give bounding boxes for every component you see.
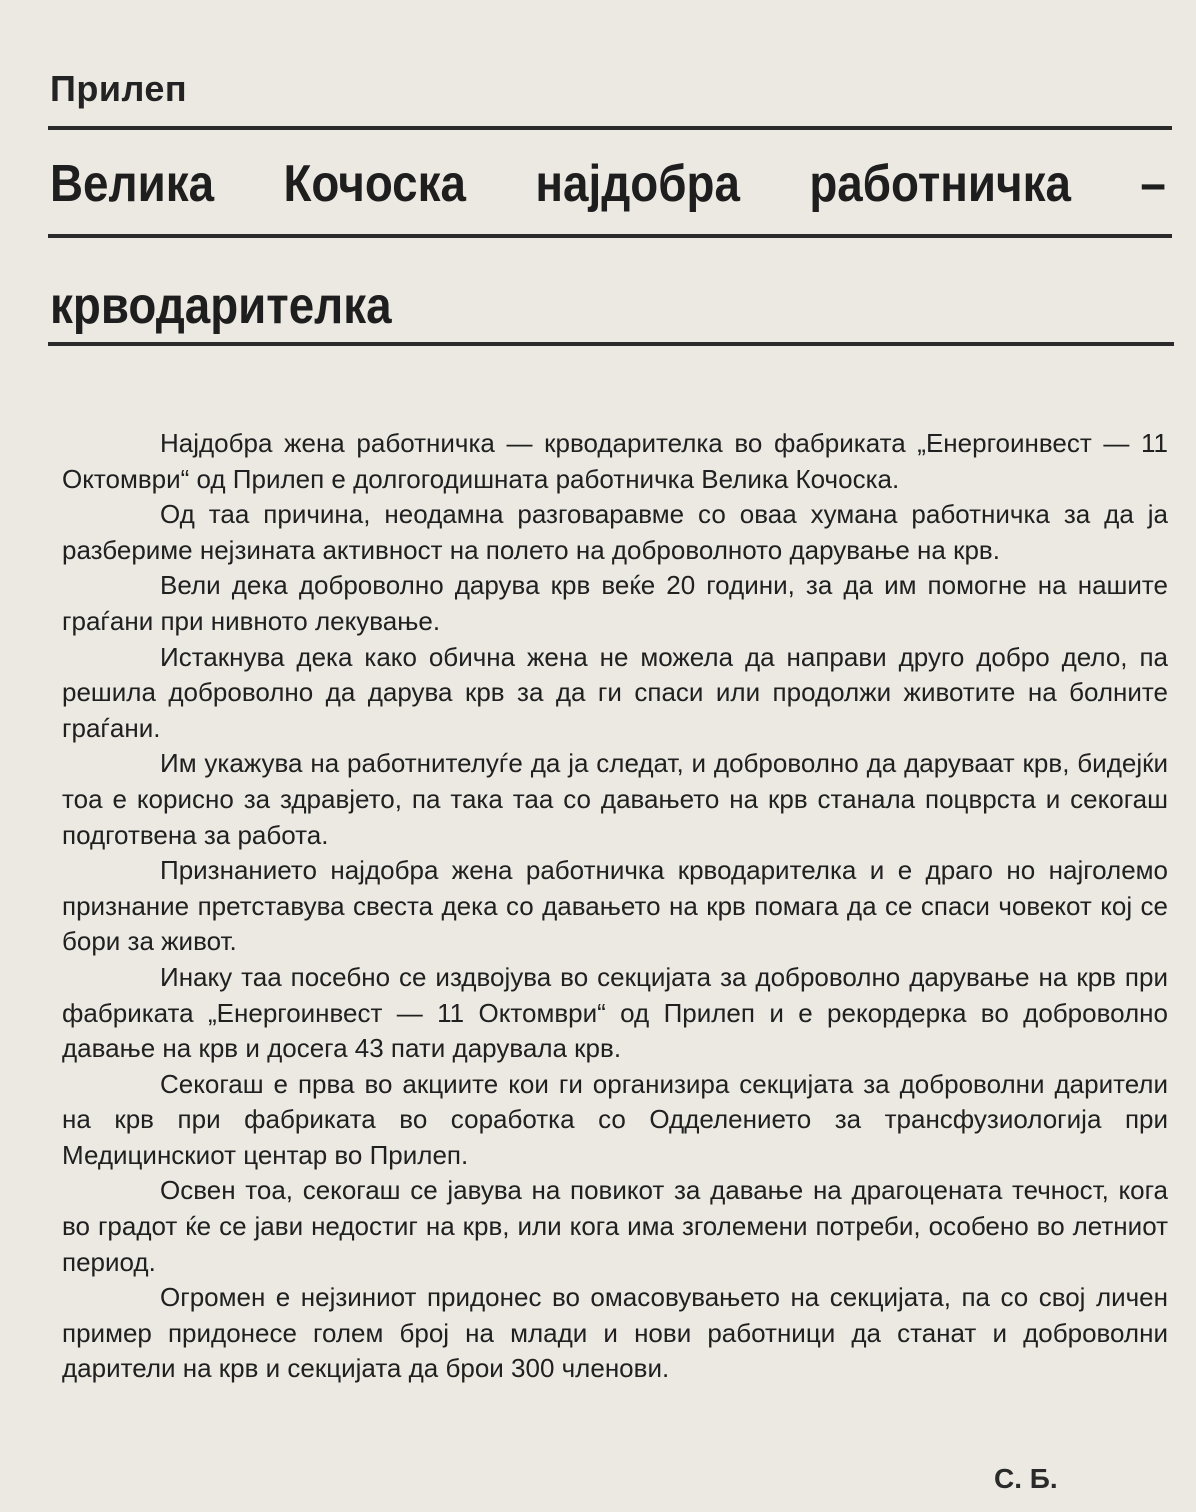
- headline-line-1: Велика Кочоска најдобра работничка –: [50, 155, 1166, 213]
- article-paragraph: Освен тоа, секогаш се јавува на повикот за давање на драгоцената течност, кога во градот ќе се јави недостиг на крв, или кога има зголемени потреби, особено во летниот период.: [62, 1175, 1168, 1277]
- article-paragraph: Признанието најдобра жена работничка крводарителка и е драго но најголемо признание претставува свеста дека со давањето на крв помага да се спаси човекот кој се бори за живот.: [62, 855, 1168, 957]
- middle-rule: [48, 234, 1172, 238]
- location-kicker: Прилеп: [50, 68, 188, 109]
- article-paragraph: Им укажува на работнителуѓе да ја следат, и доброволно да даруваат крв, бидејќи тоа е корисно за здравјето, па така таа со давањето на крв станала поцврста и секогаш подготвена за работа.: [62, 748, 1168, 850]
- author-signature: С. Б.: [994, 1463, 1058, 1494]
- article-paragraph: Од таа причина, неодамна разговаравме со оваа хумана работничка за да ја разбериме нејзината активност на полето на доброволното дарување на крв.: [62, 499, 1168, 565]
- top-rule: [48, 126, 1172, 130]
- article-paragraph: Најдобра жена работничка — крводарителка во фабриката „Енергоинвест — 11 Октомври“ од Прилеп е долгогодишната работничка Велика Кочоска.: [62, 428, 1168, 494]
- article-paragraph: Истакнува дека како обична жена не можела да направи друго добро дело, па решила доброволно да дарува крв за да ги спаси или продолжи животите на болните граѓани.: [62, 641, 1168, 743]
- article-paragraph: Секогаш е прва во акциите кои ги организира секцијата за доброволни дарители на крв при фабриката во соработка со Одделението за трансфузиологија при Медицинскиот центар во Прилеп.: [62, 1068, 1168, 1170]
- bottom-rule: [48, 342, 1174, 346]
- article-paragraph: Огромен е нејзиниот придонес во омасовувањето на секцијата, па со свој личен пример придонесе голем број на млади и нови работници да станат и доброволни дарители на крв и секцијата да брои 300 членови.: [62, 1282, 1168, 1384]
- article-paragraph: Инаку таа посебно се издвојува во секцијата за доброволно дарување на крв при фабриката „Енергоинвест — 11 Октомври“ од Прилеп и е рекордерка во доброволно давање на крв и досега 43 пати дарувала крв.: [62, 961, 1168, 1064]
- article-paragraph: Вели дека доброволно дарува крв веќе 20 години, за да им помогне на нашите граѓани при нивното лекување.: [62, 570, 1168, 636]
- article-body: [62, 426, 1168, 1387]
- headline-line-2: крводарителка: [50, 277, 392, 335]
